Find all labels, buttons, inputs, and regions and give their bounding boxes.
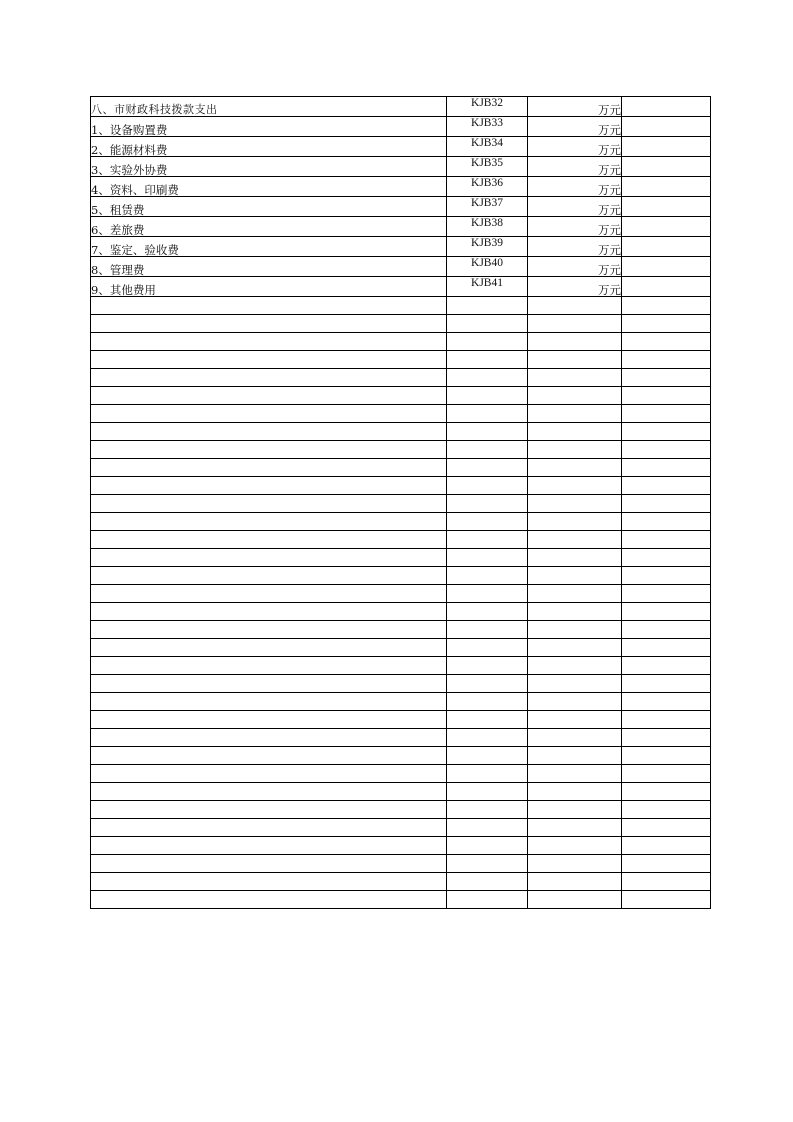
item-name-cell[interactable] [91, 369, 447, 387]
item-unit-cell: 万元 [528, 177, 622, 197]
item-code-cell[interactable] [447, 783, 528, 801]
item-value-cell[interactable] [622, 513, 711, 531]
item-value-cell[interactable] [622, 495, 711, 513]
item-code-cell[interactable] [447, 297, 528, 315]
item-name-cell: 8、管理费 [91, 257, 447, 277]
item-value-cell[interactable] [622, 177, 711, 197]
item-unit-cell: 万元 [528, 137, 622, 157]
item-name-cell: 6、差旅费 [91, 217, 447, 237]
empty-table-row [91, 513, 711, 531]
empty-table-row [91, 567, 711, 585]
item-unit-cell[interactable] [528, 639, 622, 657]
item-unit-cell[interactable] [528, 549, 622, 567]
table-row [91, 137, 711, 157]
item-unit-cell[interactable] [528, 675, 622, 693]
item-code-cell[interactable] [447, 315, 528, 333]
item-name-cell: 4、资料、印刷费 [91, 177, 447, 197]
item-name-cell[interactable] [91, 639, 447, 657]
item-code-cell[interactable] [447, 513, 528, 531]
empty-table-row [91, 405, 711, 423]
item-name-cell[interactable] [91, 801, 447, 819]
item-code-cell[interactable] [447, 459, 528, 477]
item-value-cell[interactable] [622, 137, 711, 157]
table-row-heading [91, 97, 711, 117]
item-code-cell[interactable] [447, 369, 528, 387]
item-code-cell[interactable] [447, 387, 528, 405]
empty-table-row [91, 369, 711, 387]
item-value-cell[interactable] [622, 549, 711, 567]
empty-table-row [91, 783, 711, 801]
item-name-cell[interactable] [91, 657, 447, 675]
item-value-cell[interactable] [622, 657, 711, 675]
empty-table-row [91, 603, 711, 621]
item-code-cell: KJB33 [447, 117, 528, 137]
empty-table-row [91, 819, 711, 837]
item-value-cell[interactable] [622, 423, 711, 441]
item-unit-cell: 万元 [528, 97, 622, 117]
empty-table-row [91, 387, 711, 405]
item-code-cell: KJB35 [447, 157, 528, 177]
item-code-cell[interactable] [447, 423, 528, 441]
item-value-cell[interactable] [622, 567, 711, 585]
item-name-cell[interactable] [91, 477, 447, 495]
item-code-cell: KJB36 [447, 177, 528, 197]
item-value-cell[interactable] [622, 585, 711, 603]
item-name-cell[interactable] [91, 441, 447, 459]
item-name-cell[interactable] [91, 567, 447, 585]
item-unit-cell[interactable] [528, 459, 622, 477]
item-unit-cell: 万元 [528, 277, 622, 297]
table-row [91, 257, 711, 277]
item-value-cell[interactable] [622, 729, 711, 747]
item-name-cell[interactable] [91, 729, 447, 747]
item-unit-cell[interactable] [528, 711, 622, 729]
item-code-cell[interactable] [447, 657, 528, 675]
table-row [91, 157, 711, 177]
item-code-cell: KJB34 [447, 137, 528, 157]
empty-table-row [91, 315, 711, 333]
item-code-cell[interactable] [447, 873, 528, 891]
item-code-cell[interactable] [447, 567, 528, 585]
item-code-cell: KJB32 [447, 97, 528, 117]
item-name-cell[interactable] [91, 297, 447, 315]
item-name-cell: 5、租赁费 [91, 197, 447, 217]
item-code-cell[interactable] [447, 837, 528, 855]
item-value-cell[interactable] [622, 369, 711, 387]
item-unit-cell[interactable] [528, 747, 622, 765]
empty-table-row [91, 477, 711, 495]
item-code-cell[interactable] [447, 747, 528, 765]
item-unit-cell[interactable] [528, 657, 622, 675]
empty-table-row [91, 549, 711, 567]
item-name-cell[interactable] [91, 513, 447, 531]
item-name-cell: 1、设备购置费 [91, 117, 447, 137]
item-name-cell[interactable] [91, 891, 447, 909]
empty-table-row [91, 333, 711, 351]
item-value-cell[interactable] [622, 765, 711, 783]
item-value-cell[interactable] [622, 783, 711, 801]
item-value-cell[interactable] [622, 157, 711, 177]
item-name-cell[interactable] [91, 603, 447, 621]
item-value-cell[interactable] [622, 693, 711, 711]
item-code-cell: KJB40 [447, 257, 528, 277]
report-sheet [90, 96, 710, 909]
item-value-cell[interactable] [622, 237, 711, 257]
item-name-cell[interactable] [91, 549, 447, 567]
item-name-cell: 八、市财政科技拨款支出 [91, 97, 447, 117]
item-value-cell[interactable] [622, 333, 711, 351]
item-unit-cell[interactable] [528, 567, 622, 585]
item-value-cell[interactable] [622, 459, 711, 477]
item-value-cell[interactable] [622, 801, 711, 819]
item-value-cell[interactable] [622, 621, 711, 639]
item-value-cell[interactable] [622, 315, 711, 333]
table-row [91, 217, 711, 237]
item-name-cell[interactable] [91, 837, 447, 855]
item-unit-cell[interactable] [528, 873, 622, 891]
item-unit-cell[interactable] [528, 603, 622, 621]
item-value-cell[interactable] [622, 855, 711, 873]
empty-table-row [91, 297, 711, 315]
item-name-cell[interactable] [91, 423, 447, 441]
item-code-cell[interactable] [447, 765, 528, 783]
item-unit-cell[interactable] [528, 837, 622, 855]
item-name-cell[interactable] [91, 405, 447, 423]
empty-table-row [91, 675, 711, 693]
empty-table-row [91, 837, 711, 855]
item-name-cell[interactable] [91, 783, 447, 801]
item-name-cell[interactable] [91, 459, 447, 477]
empty-table-row [91, 531, 711, 549]
item-value-cell[interactable] [622, 441, 711, 459]
item-name-cell[interactable] [91, 819, 447, 837]
item-name-cell[interactable] [91, 693, 447, 711]
item-code-cell[interactable] [447, 477, 528, 495]
item-unit-cell[interactable] [528, 477, 622, 495]
table-body [91, 97, 711, 909]
item-value-cell[interactable] [622, 257, 711, 277]
item-name-cell[interactable] [91, 765, 447, 783]
item-code-cell[interactable] [447, 693, 528, 711]
item-unit-cell[interactable] [528, 405, 622, 423]
item-unit-cell: 万元 [528, 117, 622, 137]
item-unit-cell[interactable] [528, 819, 622, 837]
item-name-cell[interactable] [91, 675, 447, 693]
item-name-cell[interactable] [91, 855, 447, 873]
item-value-cell[interactable] [622, 747, 711, 765]
item-unit-cell[interactable] [528, 441, 622, 459]
empty-table-row [91, 747, 711, 765]
item-value-cell[interactable] [622, 117, 711, 137]
item-value-cell[interactable] [622, 97, 711, 117]
item-code-cell: KJB37 [447, 197, 528, 217]
empty-table-row [91, 423, 711, 441]
empty-table-row [91, 693, 711, 711]
empty-table-row [91, 711, 711, 729]
item-code-cell: KJB38 [447, 217, 528, 237]
item-name-cell[interactable] [91, 585, 447, 603]
table-row [91, 197, 711, 217]
item-unit-cell[interactable] [528, 315, 622, 333]
item-value-cell[interactable] [622, 639, 711, 657]
item-unit-cell[interactable] [528, 513, 622, 531]
empty-table-row [91, 441, 711, 459]
item-code-cell[interactable] [447, 675, 528, 693]
item-code-cell[interactable] [447, 585, 528, 603]
item-value-cell[interactable] [622, 351, 711, 369]
item-unit-cell[interactable] [528, 333, 622, 351]
item-code-cell: KJB41 [447, 277, 528, 297]
item-unit-cell[interactable] [528, 801, 622, 819]
item-value-cell[interactable] [622, 873, 711, 891]
item-code-cell[interactable] [447, 711, 528, 729]
item-name-cell[interactable] [91, 747, 447, 765]
item-name-cell[interactable] [91, 315, 447, 333]
item-code-cell[interactable] [447, 531, 528, 549]
item-name-cell: 9、其他费用 [91, 277, 447, 297]
empty-table-row [91, 495, 711, 513]
item-value-cell[interactable] [622, 197, 711, 217]
item-value-cell[interactable] [622, 837, 711, 855]
item-code-cell[interactable] [447, 603, 528, 621]
item-code-cell[interactable] [447, 549, 528, 567]
item-name-cell[interactable] [91, 495, 447, 513]
item-name-cell: 2、能源材料费 [91, 137, 447, 157]
item-unit-cell: 万元 [528, 197, 622, 217]
empty-table-row [91, 657, 711, 675]
item-unit-cell[interactable] [528, 585, 622, 603]
item-value-cell[interactable] [622, 297, 711, 315]
empty-table-row [91, 729, 711, 747]
empty-table-row [91, 801, 711, 819]
item-value-cell[interactable] [622, 387, 711, 405]
item-unit-cell[interactable] [528, 369, 622, 387]
item-name-cell[interactable] [91, 873, 447, 891]
empty-table-row [91, 351, 711, 369]
empty-table-row [91, 459, 711, 477]
item-code-cell[interactable] [447, 333, 528, 351]
item-unit-cell[interactable] [528, 693, 622, 711]
table-row [91, 177, 711, 197]
empty-table-row [91, 621, 711, 639]
item-unit-cell[interactable] [528, 387, 622, 405]
item-code-cell[interactable] [447, 441, 528, 459]
empty-table-row [91, 873, 711, 891]
item-value-cell[interactable] [622, 405, 711, 423]
item-code-cell[interactable] [447, 891, 528, 909]
item-unit-cell[interactable] [528, 891, 622, 909]
item-unit-cell[interactable] [528, 765, 622, 783]
item-value-cell[interactable] [622, 891, 711, 909]
item-name-cell[interactable] [91, 333, 447, 351]
item-unit-cell[interactable] [528, 531, 622, 549]
item-code-cell[interactable] [447, 351, 528, 369]
item-unit-cell[interactable] [528, 729, 622, 747]
item-name-cell: 3、实验外协费 [91, 157, 447, 177]
table-row [91, 117, 711, 137]
item-unit-cell[interactable] [528, 351, 622, 369]
table-row [91, 237, 711, 257]
item-code-cell[interactable] [447, 495, 528, 513]
item-value-cell[interactable] [622, 711, 711, 729]
empty-table-row [91, 639, 711, 657]
expense-table [90, 96, 711, 909]
item-name-cell[interactable] [91, 351, 447, 369]
item-value-cell[interactable] [622, 277, 711, 297]
item-code-cell[interactable] [447, 639, 528, 657]
item-unit-cell[interactable] [528, 297, 622, 315]
item-unit-cell[interactable] [528, 423, 622, 441]
item-value-cell[interactable] [622, 603, 711, 621]
item-code-cell[interactable] [447, 855, 528, 873]
item-name-cell[interactable] [91, 621, 447, 639]
item-unit-cell: 万元 [528, 257, 622, 277]
item-unit-cell: 万元 [528, 217, 622, 237]
empty-table-row [91, 765, 711, 783]
item-code-cell[interactable] [447, 729, 528, 747]
item-unit-cell: 万元 [528, 157, 622, 177]
table-row [91, 277, 711, 297]
item-code-cell[interactable] [447, 801, 528, 819]
item-name-cell[interactable] [91, 711, 447, 729]
item-unit-cell[interactable] [528, 495, 622, 513]
item-value-cell[interactable] [622, 217, 711, 237]
empty-table-row [91, 585, 711, 603]
item-code-cell[interactable] [447, 621, 528, 639]
empty-table-row [91, 855, 711, 873]
item-name-cell[interactable] [91, 531, 447, 549]
item-value-cell[interactable] [622, 819, 711, 837]
item-name-cell: 7、鉴定、验收费 [91, 237, 447, 257]
item-unit-cell[interactable] [528, 621, 622, 639]
item-unit-cell[interactable] [528, 783, 622, 801]
item-value-cell[interactable] [622, 477, 711, 495]
item-name-cell[interactable] [91, 387, 447, 405]
item-unit-cell[interactable] [528, 855, 622, 873]
item-code-cell[interactable] [447, 819, 528, 837]
item-value-cell[interactable] [622, 531, 711, 549]
item-unit-cell: 万元 [528, 237, 622, 257]
item-code-cell: KJB39 [447, 237, 528, 257]
item-value-cell[interactable] [622, 675, 711, 693]
empty-table-row [91, 891, 711, 909]
item-code-cell[interactable] [447, 405, 528, 423]
